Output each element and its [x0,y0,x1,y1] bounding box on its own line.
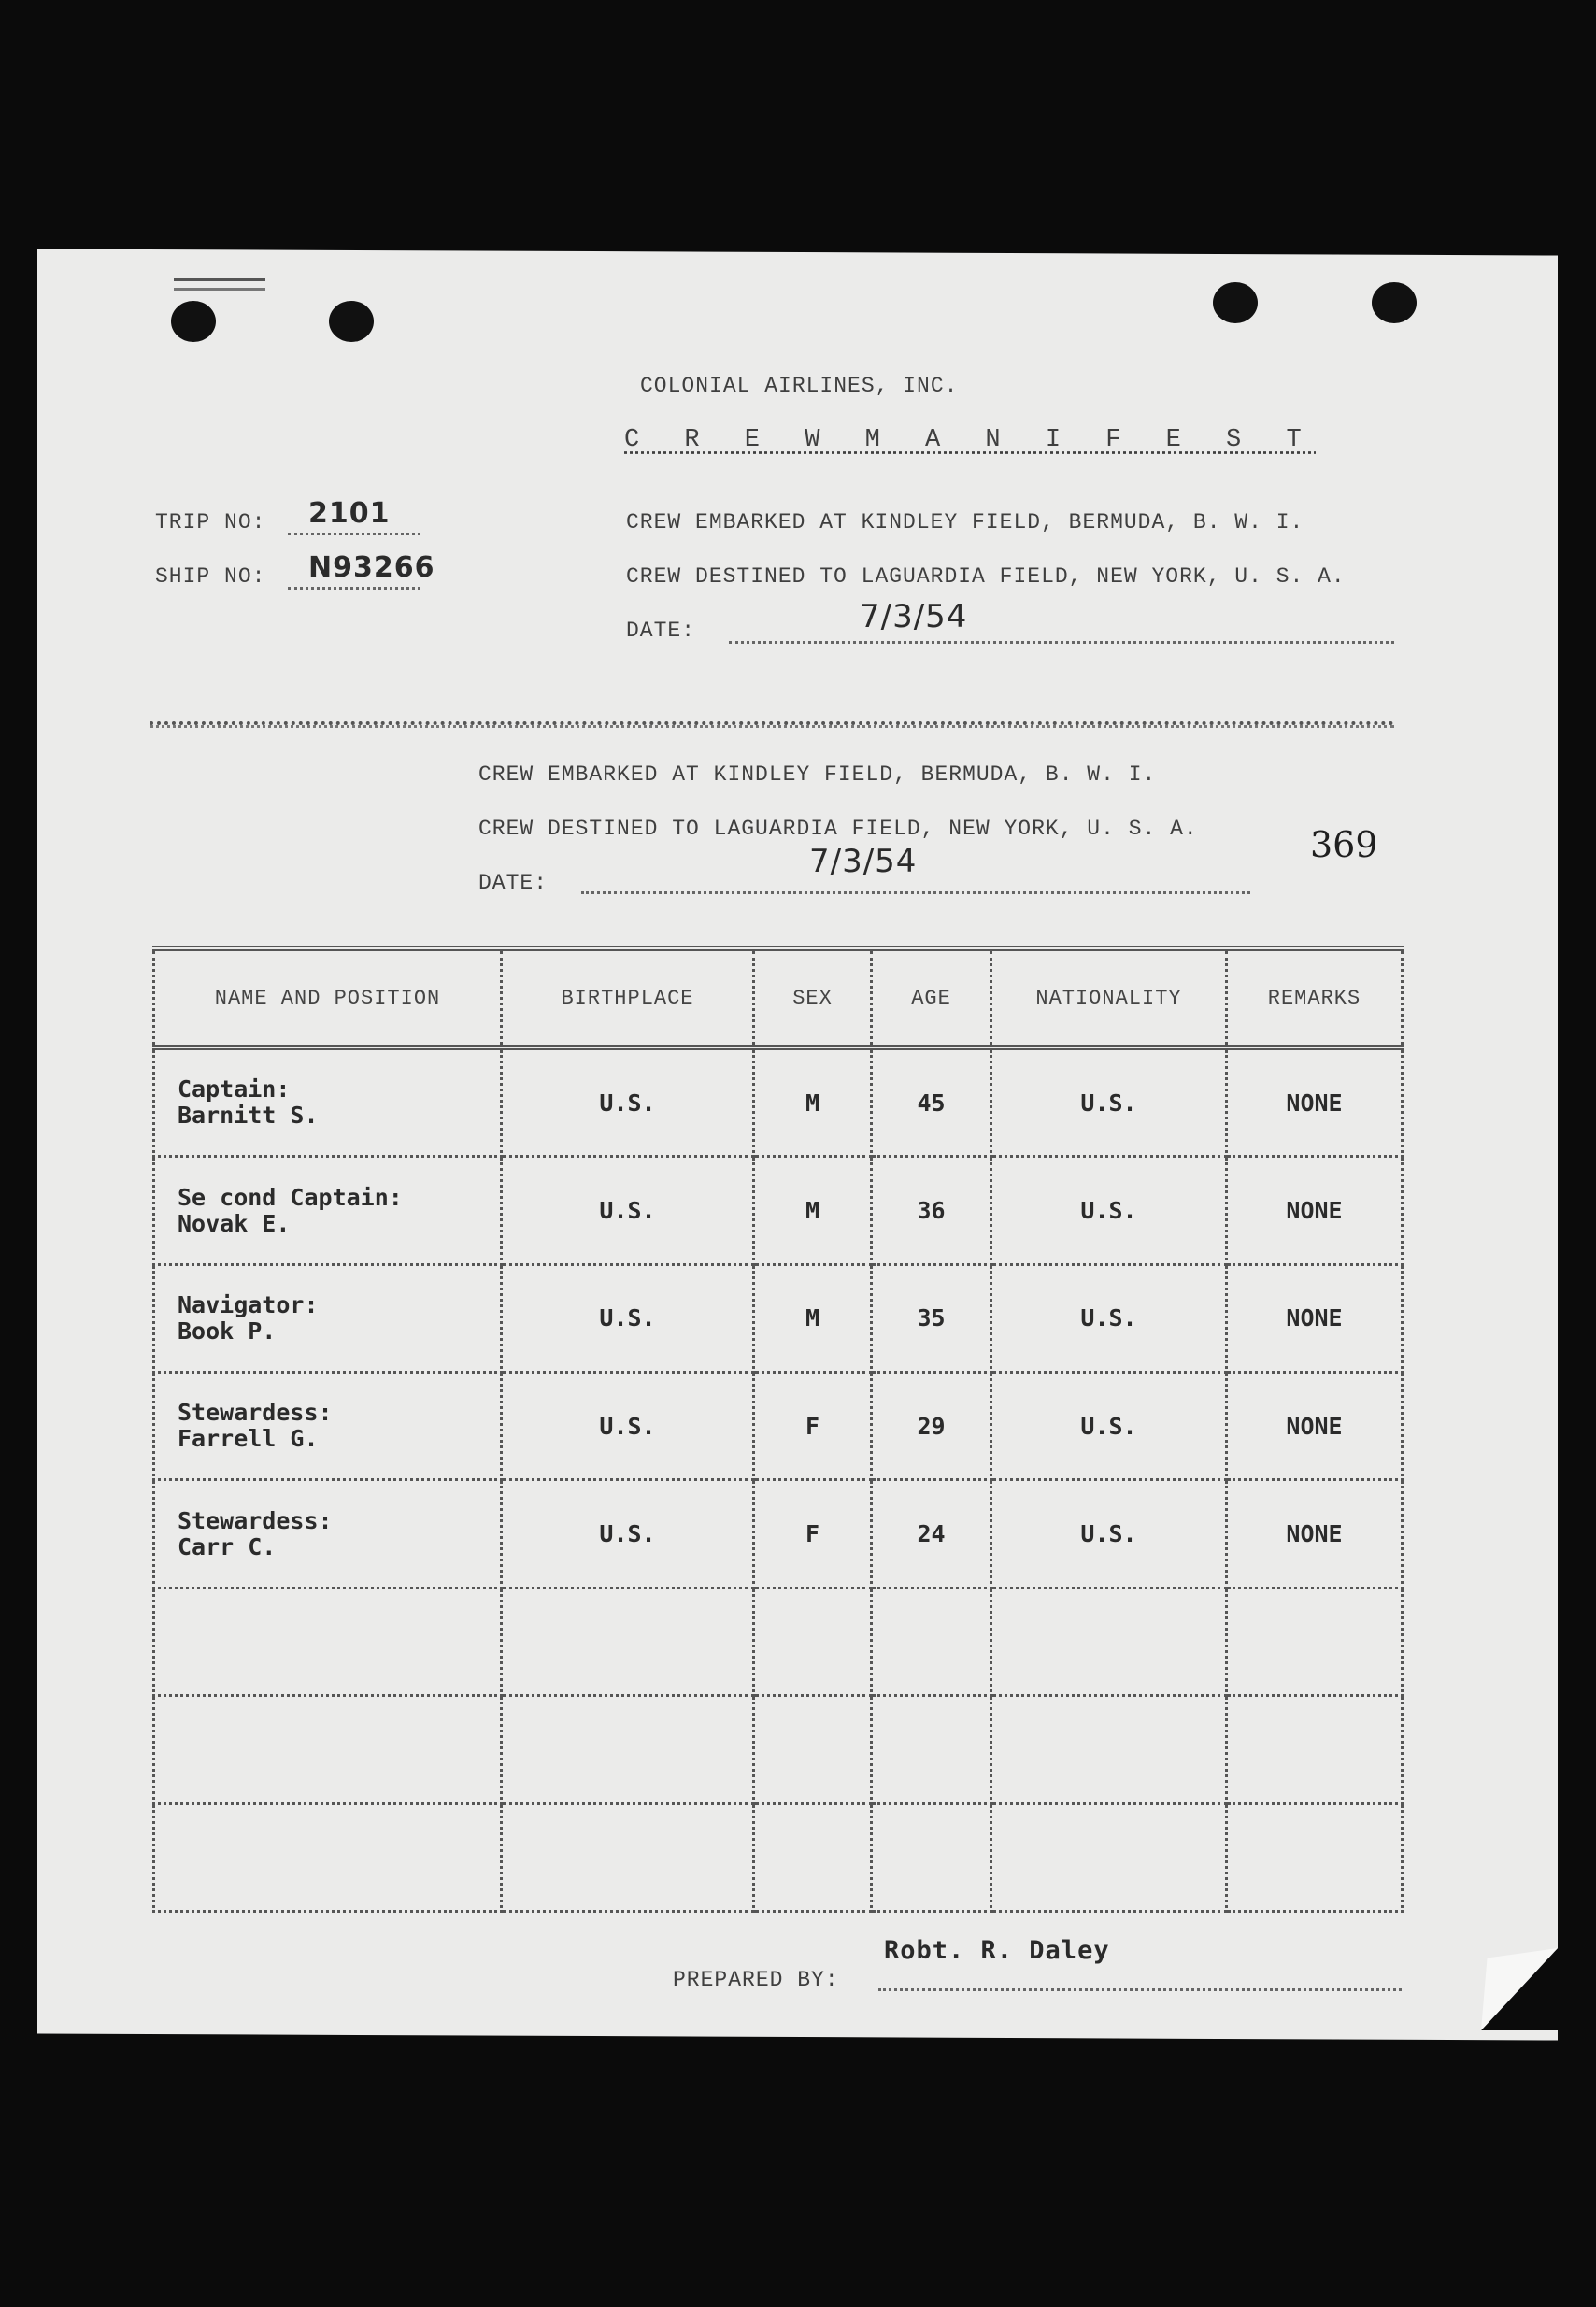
embarked-line-2: CREW EMBARKED AT KINDLEY FIELD, BERMUDA, B. W. I. [478,762,1157,787]
birthplace-cell: U.S. [502,1480,754,1588]
header-sex: SEX [754,948,872,1047]
header-name-position: NAME AND POSITION [154,948,502,1047]
age-cell: 24 [872,1480,991,1588]
sex-cell: M [754,1157,872,1264]
remarks-cell: NONE [1227,1047,1403,1157]
crew-table [152,946,1404,1913]
nationality-cell: U.S. [991,1264,1227,1372]
sex-cell: M [754,1047,872,1157]
birthplace-cell: U.S. [502,1157,754,1264]
crew-name: Novak E. [178,1209,291,1237]
table-row [154,1373,1403,1480]
sex-cell: M [754,1264,872,1372]
age-cell: 35 [872,1264,991,1372]
crew-position: Stewardess: [178,1399,333,1427]
age-cell: 45 [872,1047,991,1157]
header-nationality: NATIONALITY [991,948,1227,1047]
document-title: C R E W M A N I F E S T [624,426,1317,454]
punch-hole [329,301,374,342]
document-number: 369 [1310,824,1378,865]
date-underline [729,641,1394,644]
remarks-cell: NONE [1227,1480,1403,1588]
crew-position: Stewardess: [178,1506,333,1534]
divider [150,721,1394,728]
remarks-cell: NONE [1227,1264,1403,1372]
punch-hole [171,301,216,342]
crew-position: Se cond Captain: [178,1183,403,1211]
punch-hole [1213,282,1258,323]
crew-position: Navigator: [178,1290,319,1318]
table-row [154,1480,1403,1588]
crew-position: Captain: [178,1075,291,1104]
table-header-row [154,948,1403,1047]
ship-number: N93266 [308,551,435,584]
company-name: COLONIAL AIRLINES, INC. [640,374,959,398]
header-age: AGE [872,948,991,1047]
crew-name-cell [154,1047,502,1157]
trip-number: 2101 [308,497,391,530]
empty-row [154,1803,1403,1911]
crew-name-cell [154,1264,502,1372]
prepared-by-signature: Robt. R. Daley [884,1936,1110,1965]
nationality-cell: U.S. [991,1480,1227,1588]
prepared-by-label: PREPARED BY: [673,1968,839,1992]
date-label: DATE: [626,619,696,643]
crew-name-cell [154,1157,502,1264]
remarks-cell: NONE [1227,1373,1403,1480]
ship-label: SHIP NO: [155,564,266,589]
crew-name: Barnitt S. [178,1102,319,1130]
date-underline-2 [581,891,1250,894]
empty-row [154,1588,1403,1695]
table-row [154,1157,1403,1264]
sex-cell: F [754,1373,872,1480]
age-cell: 36 [872,1157,991,1264]
header-birthplace: BIRTHPLACE [502,948,754,1047]
trip-underline [288,533,420,535]
empty-row [154,1696,1403,1803]
destined-line-2: CREW DESTINED TO LAGUARDIA FIELD, NEW YORK, U. S. A. [478,817,1198,841]
crew-name: Farrell G. [178,1425,319,1453]
age-cell: 29 [872,1373,991,1480]
crew-name: Book P. [178,1317,277,1345]
punch-hole [1372,282,1417,323]
staple-mark [174,278,265,291]
remarks-cell: NONE [1227,1157,1403,1264]
date-value: 7/3/54 [860,598,968,635]
birthplace-cell: U.S. [502,1047,754,1157]
prepared-underline [878,1988,1402,1991]
date-value-2: 7/3/54 [809,843,918,880]
crew-name-cell [154,1373,502,1480]
header-remarks: REMARKS [1227,948,1403,1047]
crew-name: Carr C. [178,1532,277,1560]
nationality-cell: U.S. [991,1157,1227,1264]
nationality-cell: U.S. [991,1047,1227,1157]
table-row [154,1047,1403,1157]
table-row [154,1264,1403,1372]
trip-label: TRIP NO: [155,510,266,534]
destined-line: CREW DESTINED TO LAGUARDIA FIELD, NEW YORK, U. S. A. [626,564,1346,589]
embarked-line: CREW EMBARKED AT KINDLEY FIELD, BERMUDA, B. W. I. [626,510,1304,534]
sex-cell: F [754,1480,872,1588]
ship-underline [288,587,420,590]
nationality-cell: U.S. [991,1373,1227,1480]
birthplace-cell: U.S. [502,1264,754,1372]
crew-name-cell [154,1480,502,1588]
birthplace-cell: U.S. [502,1373,754,1480]
date-label-2: DATE: [478,871,549,895]
